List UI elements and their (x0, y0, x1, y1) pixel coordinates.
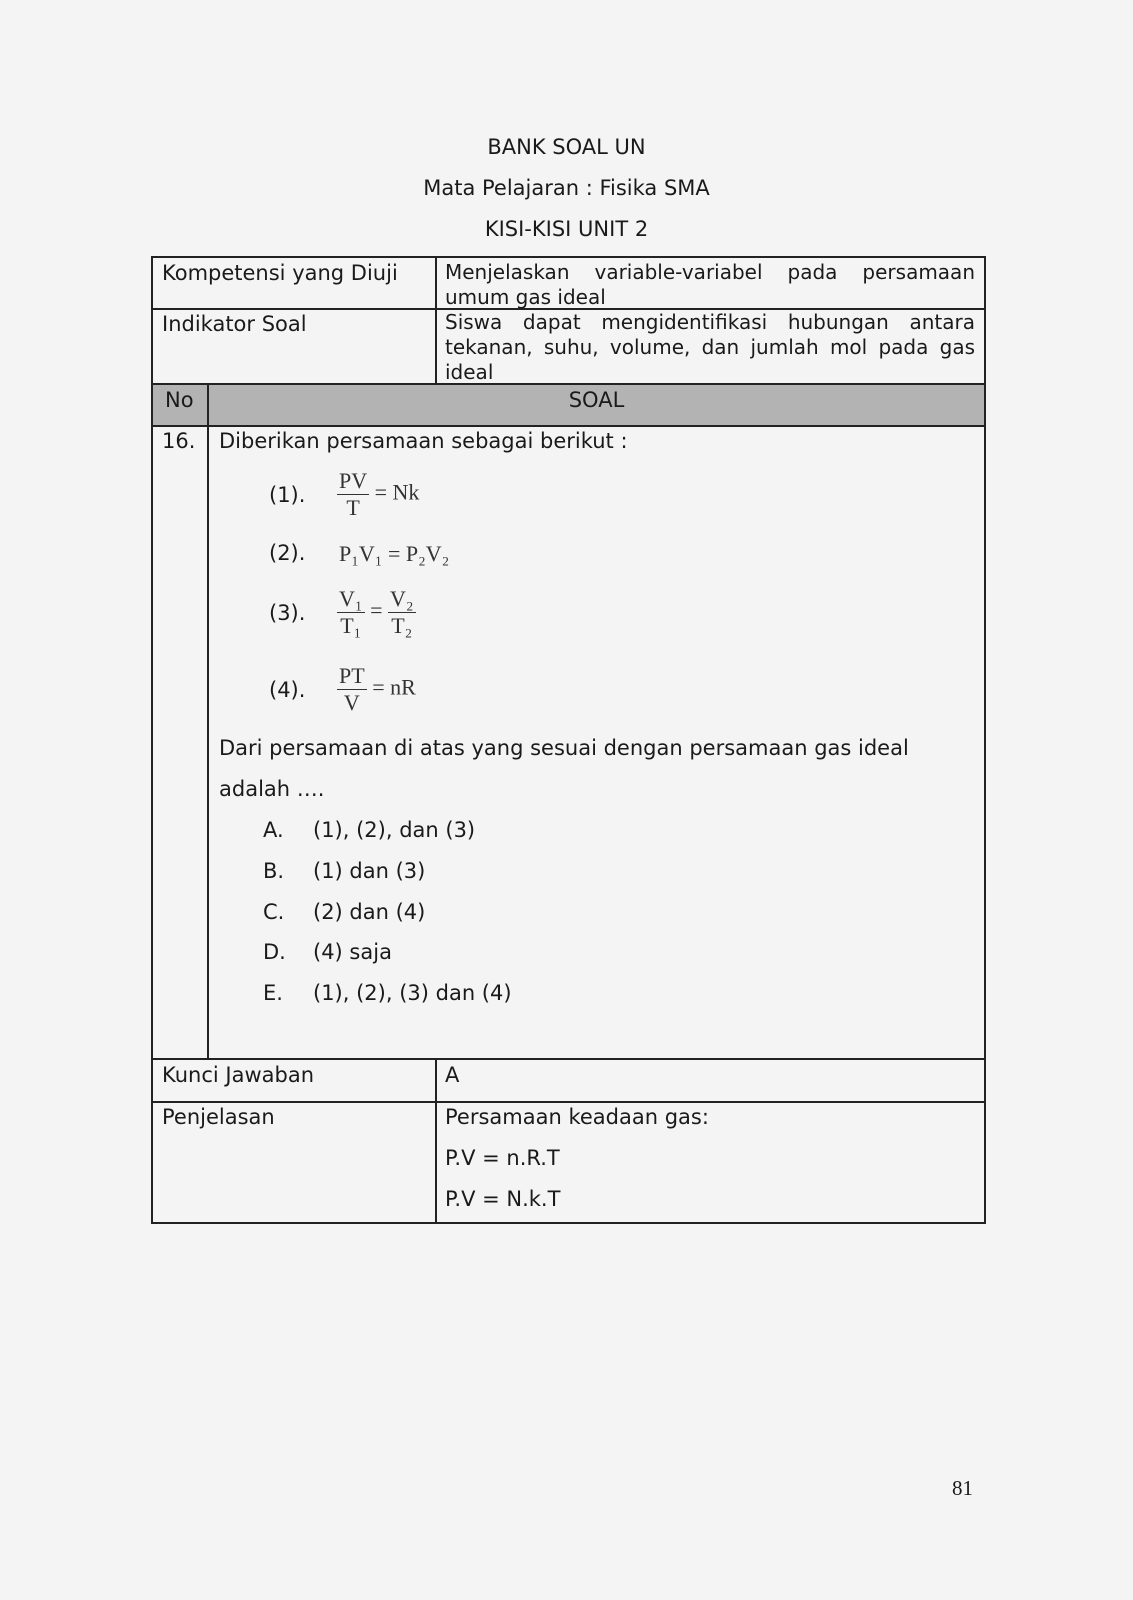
col-no: No (165, 388, 194, 412)
numerator: V₂ (389, 586, 414, 611)
equation-label: (2). (269, 541, 306, 565)
indikator-label: Indikator Soal (162, 312, 307, 336)
col-soal: SOAL (568, 388, 625, 412)
option-letter: B. (263, 859, 285, 883)
option-text: (1), (2), dan (3) (313, 818, 476, 842)
question-intro: Diberikan persamaan sebagai berikut : (219, 429, 628, 453)
kompetensi-value: Menjelaskan variable-variabel pada persamaan umum gas ideal (445, 260, 975, 309)
denominator: V (343, 690, 360, 715)
penjelasan-line: P.V = n.R.T (445, 1146, 560, 1170)
option-letter: C. (263, 900, 285, 924)
equals: = (370, 597, 383, 623)
question-number: 16. (162, 429, 196, 453)
rhs: = nR (372, 674, 416, 700)
equation-2: P₁V₁ = P₂V₂ (339, 541, 450, 566)
kunci-value: A (445, 1063, 460, 1087)
doc-subject: Mata Pelajaran : Fisika SMA (423, 176, 710, 200)
equation-label: (3). (269, 601, 306, 625)
rhs: = Nk (374, 479, 420, 505)
equation-4 (337, 663, 416, 716)
indikator-value: Siswa dapat mengidentifikasi hubungan antara tekanan, suhu, volume, dan jumlah mol pada gas ideal (445, 310, 975, 384)
denominator: T₁ (340, 613, 362, 638)
option-text: (1), (2), (3) dan (4) (313, 981, 512, 1005)
doc-unit: KISI-KISI UNIT 2 (484, 217, 649, 241)
numerator: PT (339, 663, 365, 688)
doc-title: BANK SOAL UN (487, 135, 646, 159)
equation-1 (337, 468, 419, 521)
option-text: (1) dan (3) (313, 859, 426, 883)
option-letter: E. (263, 981, 283, 1005)
kompetensi-label: Kompetensi yang Diuji (162, 261, 398, 285)
option-letter: D. (263, 940, 286, 964)
equation-label: (1). (269, 483, 306, 507)
option-text: (4) saja (313, 940, 392, 964)
equation-label: (4). (269, 678, 306, 702)
denominator: T₂ (391, 613, 413, 638)
option-letter: A. (263, 818, 284, 842)
page-number: 81 (952, 1476, 973, 1500)
option-text: (2) dan (4) (313, 900, 426, 924)
penjelasan-line: P.V = N.k.T (445, 1187, 561, 1211)
question-stem: Dari persamaan di atas yang sesuai dengan persamaan gas ideal (219, 736, 909, 760)
kunci-label: Kunci Jawaban (162, 1063, 315, 1087)
question-stem-2: adalah …. (219, 777, 325, 801)
penjelasan-label: Penjelasan (162, 1105, 275, 1129)
penjelasan-line: Persamaan keadaan gas: (445, 1105, 709, 1129)
numerator: V₁ (339, 586, 363, 611)
equation-3 (337, 586, 416, 639)
question-table (151, 256, 986, 1224)
numerator: PV (339, 468, 368, 493)
denominator: T (346, 495, 360, 520)
